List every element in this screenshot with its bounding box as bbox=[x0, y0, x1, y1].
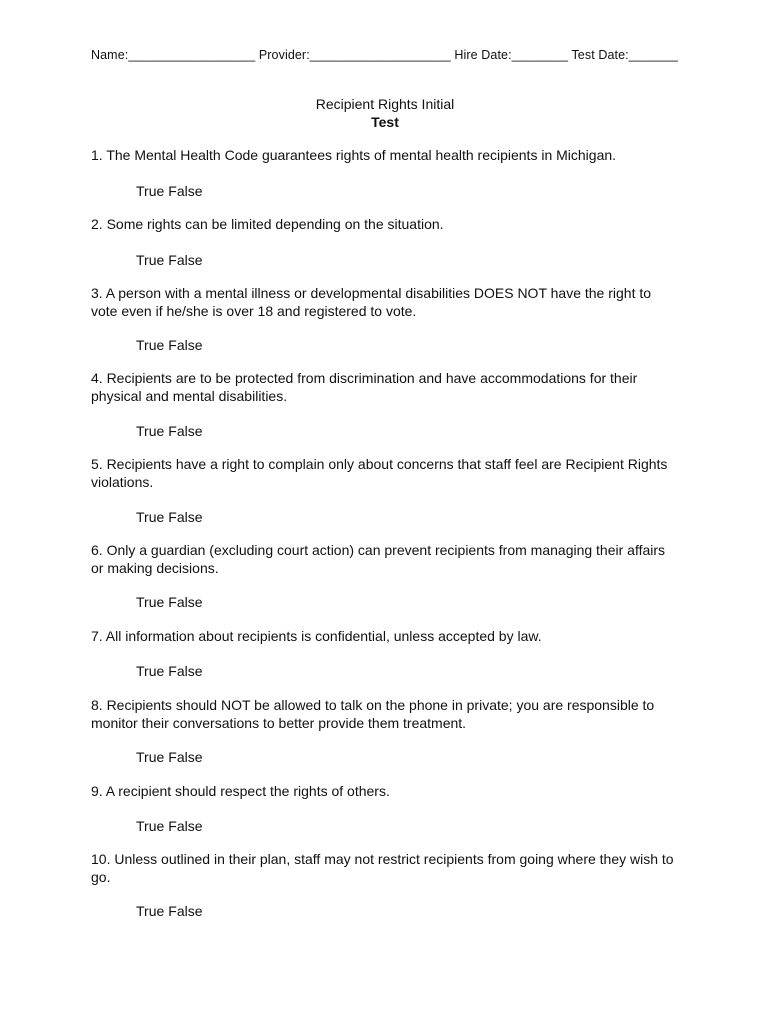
false-option: False bbox=[168, 509, 203, 525]
name-field-label: Name:__________________ bbox=[91, 48, 256, 62]
header-fields bbox=[91, 48, 678, 62]
false-option: False bbox=[168, 337, 203, 353]
true-option: True bbox=[136, 818, 165, 834]
true-option: True bbox=[136, 663, 165, 679]
answer-options-2 bbox=[136, 252, 203, 269]
false-option: False bbox=[168, 663, 203, 679]
true-option: True bbox=[136, 252, 165, 268]
hire-date-field-label: Hire Date:________ bbox=[454, 48, 569, 62]
title-sub: Test bbox=[371, 114, 399, 130]
false-option: False bbox=[168, 903, 203, 919]
true-option: True bbox=[136, 749, 165, 765]
provider-field-label: Provider:____________________ bbox=[258, 48, 451, 62]
question-10: 10. Unless outlined in their plan, staff may not restrict recipients from going where they wish to go. bbox=[91, 851, 674, 885]
question-8: 8. Recipients should NOT be allowed to talk on the phone in private; you are responsible to monitor their conversations to better provide them treatment. bbox=[91, 697, 655, 731]
false-option: False bbox=[168, 423, 203, 439]
answer-options-3 bbox=[136, 337, 203, 354]
answer-options-6 bbox=[136, 594, 203, 611]
true-option: True bbox=[136, 337, 165, 353]
answer-options-9 bbox=[136, 818, 203, 835]
false-option: False bbox=[168, 749, 203, 765]
question-7: 7. All information about recipients is confidential, unless accepted by law. bbox=[91, 628, 542, 644]
title-main: Recipient Rights Initial bbox=[315, 96, 455, 112]
true-option: True bbox=[136, 423, 165, 439]
question-4: 4. Recipients are to be protected from discrimination and have accommodations for their physical and mental disabilities. bbox=[91, 370, 638, 404]
answer-options-7 bbox=[136, 663, 203, 680]
answer-options-10 bbox=[136, 903, 203, 920]
true-option: True bbox=[136, 183, 165, 199]
question-5: 5. Recipients have a right to complain only about concerns that staff feel are Recipient Rights violations. bbox=[91, 456, 668, 490]
question-9: 9. A recipient should respect the rights of others. bbox=[91, 783, 390, 799]
false-option: False bbox=[168, 594, 203, 610]
answer-options-4 bbox=[136, 423, 203, 440]
true-option: True bbox=[136, 509, 165, 525]
true-option: True bbox=[136, 903, 165, 919]
answer-options-1 bbox=[136, 183, 203, 200]
question-1: 1. The Mental Health Code guarantees rights of mental health recipients in Michigan. bbox=[91, 147, 617, 163]
answer-options-5 bbox=[136, 509, 203, 526]
page-title bbox=[0, 95, 770, 131]
false-option: False bbox=[168, 818, 203, 834]
answer-options-8 bbox=[136, 749, 203, 766]
test-date-field-label: Test Date:_______ bbox=[571, 48, 679, 62]
question-2: 2. Some rights can be limited depending on the situation. bbox=[91, 216, 444, 232]
false-option: False bbox=[168, 183, 203, 199]
question-6: 6. Only a guardian (excluding court action) can prevent recipients from managing their affairs or making decisions. bbox=[91, 542, 666, 576]
false-option: False bbox=[168, 252, 203, 268]
true-option: True bbox=[136, 594, 165, 610]
question-3: 3. A person with a mental illness or developmental disabilities DOES NOT have the right to vote even if he/she is over 18 and registered to vote. bbox=[91, 285, 652, 319]
